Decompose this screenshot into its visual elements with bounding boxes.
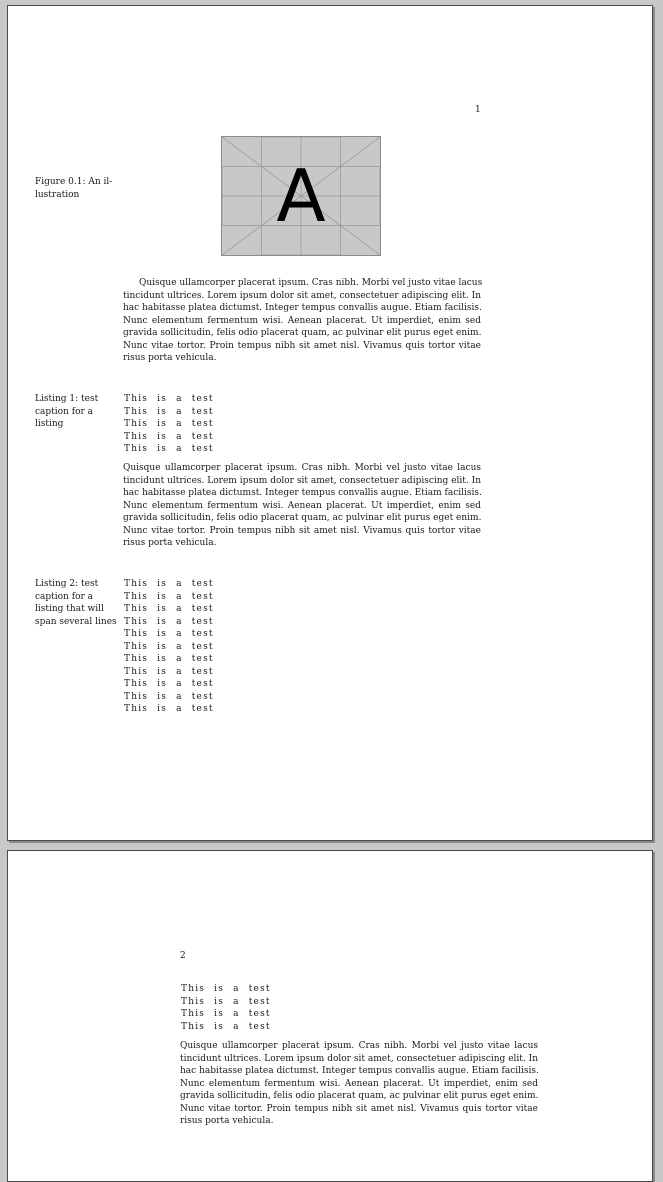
paragraph-line: hac habitasse platea dictumst. Integer tempus convallis augue. Etiam facilisis.	[180, 1066, 539, 1076]
paragraph-line: risus porta vehicula.	[123, 353, 217, 363]
listing-line: This is a test	[124, 604, 214, 614]
page-number: 2	[180, 951, 186, 961]
paragraph-line: Nunc vitae tortor. Proin tempus nibh sit amet nisl. Vivamus quis tortor vitae	[123, 525, 481, 536]
paragraph-line: Quisque ullamcorper placerat ipsum. Cras nibh. Morbi vel justo vitae lacus	[180, 1041, 538, 1051]
paragraph-line: gravida sollicitudin, felis odio placerat quam, ac pulvinar elit purus eget enim.	[123, 328, 482, 338]
listing-line: This is a test	[181, 1021, 271, 1032]
paragraph-line: hac habitasse platea dictumst. Integer tempus convallis augue. Etiam facilisis.	[123, 303, 482, 313]
paragraph-line: Quisque ullamcorper placerat ipsum. Cras nibh. Morbi vel justo vitae lacus	[123, 463, 481, 473]
figure-placeholder-image	[221, 136, 381, 256]
listing-line: This is a test	[124, 654, 214, 664]
listing-line: This is a test	[124, 679, 214, 689]
listing-line: This is a test	[124, 704, 214, 714]
placeholder-letter: A	[276, 154, 326, 238]
document-page-2	[7, 850, 653, 1182]
figure-caption-line: Figure 0.1: An il-	[35, 177, 113, 187]
listing-line: This is a test	[124, 406, 214, 417]
listing-line: This is a test	[124, 591, 214, 602]
listing-line: This is a test	[124, 394, 214, 404]
listing-caption-line: span several lines	[35, 616, 117, 627]
paragraph-line: gravida sollicitudin, felis odio placerat quam, ac pulvinar elit purus eget enim.	[180, 1091, 539, 1101]
figure-caption-line: lustration	[35, 189, 80, 200]
listing-line: This is a test	[124, 616, 214, 627]
code-listing-1	[124, 393, 214, 456]
listing-line: This is a test	[181, 996, 271, 1007]
paragraph-line: gravida sollicitudin, felis odio placerat quam, ac pulvinar elit purus eget enim.	[123, 513, 482, 523]
listing-line: This is a test	[124, 641, 214, 652]
listing-caption-line: caption for a	[35, 406, 94, 417]
paragraph-line: tincidunt ultrices. Lorem ipsum dolor sit amet, consectetuer adipiscing elit. In	[123, 290, 481, 301]
code-listing-2-continued	[181, 983, 271, 1033]
paragraph-line: Nunc vitae tortor. Proin tempus nibh sit amet nisl. Vivamus quis tortor vitae	[123, 340, 481, 351]
page-number: 1	[475, 105, 481, 115]
paragraph-line: Nunc elementum fermentum wisi. Aenean placerat. Ut imperdiet, enim sed	[123, 315, 481, 326]
listing-caption-line: caption for a	[35, 591, 94, 602]
listing-caption-line: Listing 1: test	[35, 394, 99, 404]
paragraph-line: Nunc vitae tortor. Proin tempus nibh sit amet nisl. Vivamus quis tortor vitae	[180, 1103, 538, 1114]
paragraph-line: Nunc elementum fermentum wisi. Aenean placerat. Ut imperdiet, enim sed	[180, 1078, 538, 1089]
listing-caption-line: listing that will	[35, 604, 104, 614]
body-paragraph	[123, 277, 481, 365]
figure-caption	[35, 176, 119, 201]
paragraph-line: risus porta vehicula.	[180, 1116, 274, 1126]
listing-line: This is a test	[124, 431, 214, 442]
listing-line: This is a test	[124, 419, 214, 429]
paragraph-line: hac habitasse platea dictumst. Integer tempus convallis augue. Etiam facilisis.	[123, 488, 482, 498]
listing-caption-line: listing	[35, 419, 64, 429]
paragraph-line: tincidunt ultrices. Lorem ipsum dolor sit amet, consectetuer adipiscing elit. In	[123, 475, 481, 486]
paragraph-line: risus porta vehicula.	[123, 538, 217, 548]
listing-line: This is a test	[124, 691, 214, 702]
listing-line: This is a test	[124, 666, 214, 677]
listing-caption-line: Listing 2: test	[35, 579, 99, 589]
listing-line: This is a test	[124, 579, 214, 589]
code-listing-2	[124, 578, 214, 716]
paragraph-line: Nunc elementum fermentum wisi. Aenean placerat. Ut imperdiet, enim sed	[123, 500, 481, 511]
document-page-1	[7, 5, 653, 841]
body-paragraph	[123, 462, 481, 550]
listing-line: This is a test	[124, 629, 214, 639]
listing-line: This is a test	[181, 984, 271, 994]
paragraph-line: tincidunt ultrices. Lorem ipsum dolor sit amet, consectetuer adipiscing elit. In	[180, 1053, 538, 1064]
listing-line: This is a test	[124, 444, 214, 454]
listing-2-caption	[35, 578, 125, 628]
listing-1-caption	[35, 393, 119, 431]
paragraph-line: Quisque ullamcorper placerat ipsum. Cras nibh. Morbi vel justo vitae lacus	[139, 278, 483, 288]
body-paragraph	[180, 1040, 538, 1128]
listing-line: This is a test	[181, 1009, 271, 1019]
